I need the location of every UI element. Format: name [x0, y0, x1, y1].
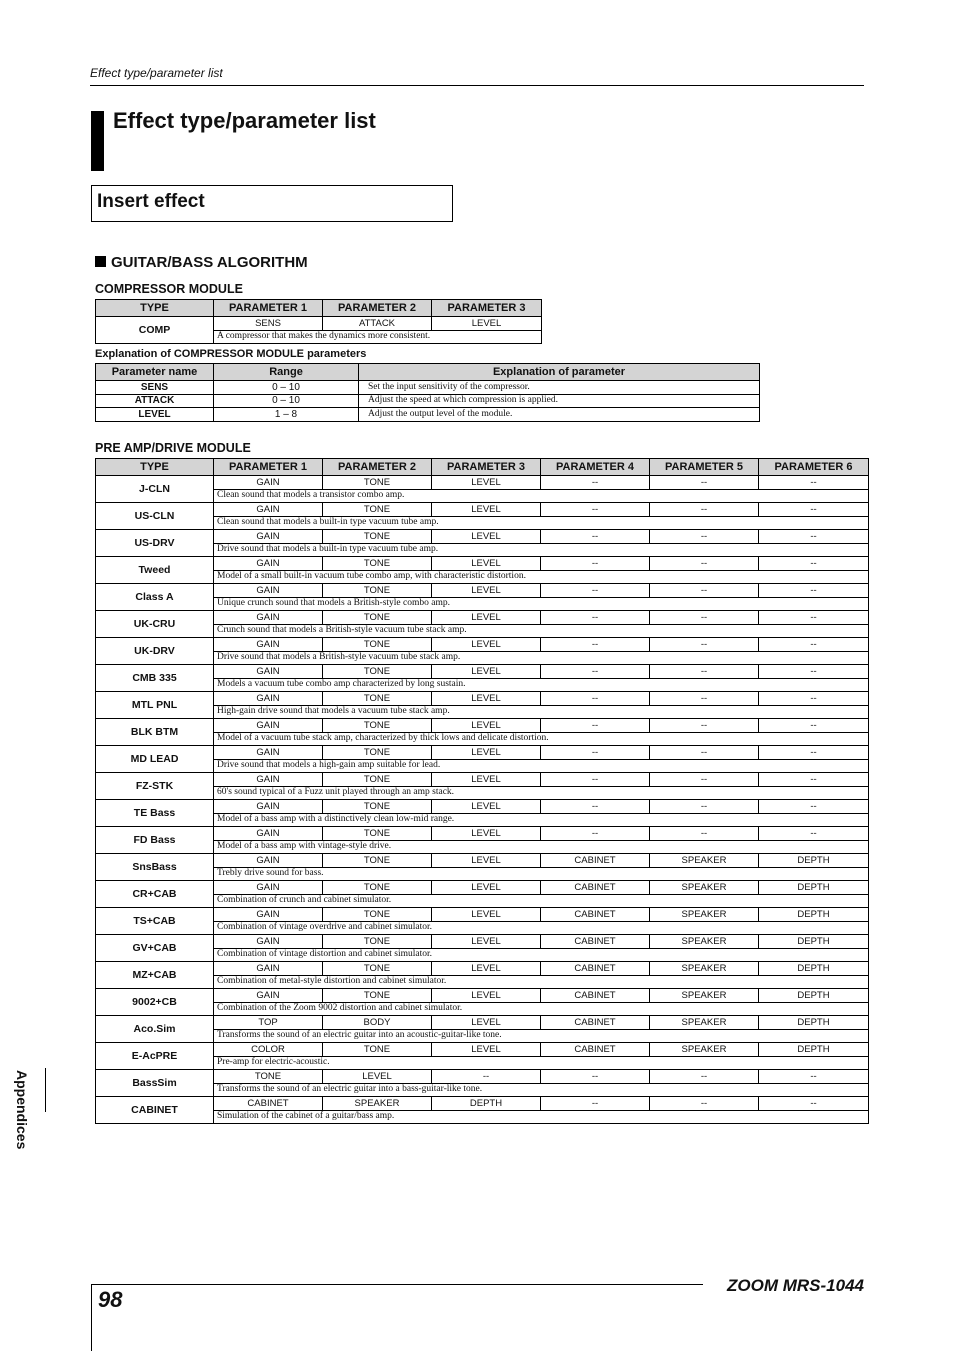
- parameter-explanation: Set the input sensitivity of the compressor.: [359, 381, 760, 395]
- parameter-cell: --: [759, 800, 869, 814]
- parameter-cell: --: [541, 719, 650, 733]
- parameter-cell: TONE: [323, 1043, 432, 1057]
- column-header: PARAMETER 3: [432, 459, 541, 476]
- effect-param-row: [96, 692, 869, 706]
- parameter-cell: --: [541, 557, 650, 571]
- product-name: ZOOM MRS-1044: [727, 1276, 864, 1295]
- preamp-table: [95, 458, 869, 1124]
- effect-param-row: [96, 1016, 869, 1030]
- parameter-cell: TONE: [323, 881, 432, 895]
- effect-description: Transforms the sound of an electric guitar into an acoustic-guitar-like tone.: [214, 1029, 869, 1043]
- effect-type: CMB 335: [96, 665, 214, 692]
- parameter-cell: GAIN: [214, 638, 323, 652]
- parameter-cell: GAIN: [214, 503, 323, 517]
- parameter-cell: LEVEL: [432, 827, 541, 841]
- effect-type: TE Bass: [96, 800, 214, 827]
- effect-param-row: [96, 800, 869, 814]
- parameter-cell: --: [759, 476, 869, 490]
- parameter-cell: TONE: [323, 908, 432, 922]
- parameter-cell: SPEAKER: [650, 1016, 759, 1030]
- parameter-cell: TONE: [323, 503, 432, 517]
- effect-description: Clean sound that models a built-in type vacuum tube amp.: [214, 516, 869, 530]
- effect-type: Tweed: [96, 557, 214, 584]
- sidebar-label: Appendices: [14, 1070, 30, 1150]
- effect-description: Combination of metal-style distortion and cabinet simulator.: [214, 975, 869, 989]
- effect-description: Model of a bass amp with a distinctively clean low-mid range.: [214, 813, 869, 827]
- column-header: Parameter name: [96, 364, 214, 381]
- parameter-cell: GAIN: [214, 746, 323, 760]
- parameter-cell: DEPTH: [432, 1097, 541, 1111]
- parameter-cell: CABINET: [541, 881, 650, 895]
- parameter-range: 0 – 10: [214, 381, 359, 395]
- effect-param-row: [96, 1043, 869, 1057]
- column-header: PARAMETER 5: [650, 459, 759, 476]
- parameter-name: LEVEL: [96, 408, 214, 422]
- explanation-title: Explanation of COMPRESSOR MODULE parameters: [95, 348, 367, 360]
- parameter-cell: --: [650, 827, 759, 841]
- parameter-cell: SPEAKER: [650, 989, 759, 1003]
- column-header: PARAMETER 6: [759, 459, 869, 476]
- parameter-range: 0 – 10: [214, 394, 359, 408]
- parameter-cell: DEPTH: [759, 908, 869, 922]
- parameter-cell: --: [650, 1070, 759, 1084]
- parameter-cell: GAIN: [214, 800, 323, 814]
- parameter-cell: LEVEL: [432, 317, 542, 331]
- parameter-cell: LEVEL: [432, 962, 541, 976]
- effect-param-row: [96, 584, 869, 598]
- effect-param-row: [96, 881, 869, 895]
- parameter-name: ATTACK: [96, 394, 214, 408]
- parameter-cell: CABINET: [541, 935, 650, 949]
- effect-type: CR+CAB: [96, 881, 214, 908]
- effect-description: Crunch sound that models a British-style vacuum tube stack amp.: [214, 624, 869, 638]
- parameter-cell: --: [541, 800, 650, 814]
- column-header: PARAMETER 4: [541, 459, 650, 476]
- effect-type: US-CLN: [96, 503, 214, 530]
- parameter-cell: DEPTH: [759, 1016, 869, 1030]
- effect-param-row: [96, 530, 869, 544]
- parameter-cell: SPEAKER: [650, 881, 759, 895]
- parameter-cell: LEVEL: [432, 719, 541, 733]
- parameter-cell: --: [759, 611, 869, 625]
- parameter-cell: SPEAKER: [323, 1097, 432, 1111]
- footer-rule: [91, 1284, 703, 1285]
- parameter-cell: LEVEL: [432, 476, 541, 490]
- parameter-cell: GAIN: [214, 557, 323, 571]
- parameter-cell: TONE: [323, 638, 432, 652]
- parameter-cell: --: [650, 692, 759, 706]
- parameter-cell: --: [759, 530, 869, 544]
- column-header: PARAMETER 2: [323, 459, 432, 476]
- parameter-cell: --: [541, 1070, 650, 1084]
- parameter-cell: DEPTH: [759, 881, 869, 895]
- parameter-cell: GAIN: [214, 854, 323, 868]
- effect-type: FZ-STK: [96, 773, 214, 800]
- parameter-cell: LEVEL: [432, 557, 541, 571]
- parameter-cell: LEVEL: [323, 1070, 432, 1084]
- parameter-cell: TONE: [323, 800, 432, 814]
- effect-description: Model of a small built-in vacuum tube combo amp, with characteristic distortion.: [214, 570, 869, 584]
- parameter-cell: --: [759, 584, 869, 598]
- effect-param-row: [96, 1070, 869, 1084]
- algorithm-title: [95, 254, 308, 271]
- effect-param-row: [96, 773, 869, 787]
- preamp-table-body: [96, 476, 869, 1124]
- parameter-cell: --: [650, 773, 759, 787]
- parameter-cell: SPEAKER: [650, 935, 759, 949]
- effect-param-row: [96, 611, 869, 625]
- effect-param-row: [96, 557, 869, 571]
- parameter-cell: LEVEL: [432, 1016, 541, 1030]
- effect-description: Combination of vintage overdrive and cabinet simulator.: [214, 921, 869, 935]
- header-rule: [90, 85, 864, 86]
- effect-type: Class A: [96, 584, 214, 611]
- parameter-cell: --: [650, 476, 759, 490]
- parameter-cell: LEVEL: [432, 908, 541, 922]
- parameter-cell: --: [650, 638, 759, 652]
- parameter-cell: --: [650, 557, 759, 571]
- parameter-cell: --: [650, 800, 759, 814]
- title-bar: [91, 111, 104, 171]
- effect-param-row: [96, 719, 869, 733]
- column-header: PARAMETER 2: [323, 300, 432, 317]
- effect-description: Transforms the sound of an electric guitar into a bass-guitar-like tone.: [214, 1083, 869, 1097]
- parameter-cell: GAIN: [214, 827, 323, 841]
- effect-type: GV+CAB: [96, 935, 214, 962]
- parameter-cell: TONE: [323, 719, 432, 733]
- parameter-cell: DEPTH: [759, 854, 869, 868]
- parameter-cell: --: [650, 1097, 759, 1111]
- parameter-cell: TONE: [323, 530, 432, 544]
- effect-type: E-AcPRE: [96, 1043, 214, 1070]
- parameter-cell: GAIN: [214, 989, 323, 1003]
- parameter-cell: LEVEL: [432, 692, 541, 706]
- effect-param-row: [96, 935, 869, 949]
- effect-param-row: [96, 1097, 869, 1111]
- parameter-cell: CABINET: [541, 989, 650, 1003]
- parameter-cell: --: [759, 1097, 869, 1111]
- parameter-cell: --: [759, 827, 869, 841]
- square-bullet-icon: [95, 256, 106, 267]
- parameter-cell: CABINET: [541, 1016, 650, 1030]
- parameter-cell: --: [650, 665, 759, 679]
- parameter-cell: TONE: [323, 854, 432, 868]
- effect-type: COMP: [96, 317, 214, 344]
- effect-type: MTL PNL: [96, 692, 214, 719]
- parameter-cell: TONE: [323, 746, 432, 760]
- effect-description: Drive sound that models a high-gain amp suitable for lead.: [214, 759, 869, 773]
- parameter-cell: --: [650, 746, 759, 760]
- compressor-param-row: [96, 317, 542, 331]
- parameter-cell: --: [650, 719, 759, 733]
- parameter-cell: TONE: [323, 611, 432, 625]
- parameter-cell: DEPTH: [759, 989, 869, 1003]
- column-header: PARAMETER 1: [214, 459, 323, 476]
- parameter-cell: --: [759, 1070, 869, 1084]
- parameter-cell: GAIN: [214, 584, 323, 598]
- effect-type: UK-DRV: [96, 638, 214, 665]
- effect-description: Simulation of the cabinet of a guitar/bass amp.: [214, 1110, 869, 1124]
- effect-type: TS+CAB: [96, 908, 214, 935]
- parameter-cell: --: [541, 503, 650, 517]
- parameter-cell: --: [432, 1070, 541, 1084]
- explanation-table: [95, 363, 760, 422]
- parameter-cell: TONE: [323, 989, 432, 1003]
- parameter-cell: LEVEL: [432, 638, 541, 652]
- effect-description: Pre-amp for electric-acoustic.: [214, 1056, 869, 1070]
- effect-param-row: [96, 638, 869, 652]
- preamp-header-row: [96, 459, 869, 476]
- effect-description: Trebly drive sound for bass.: [214, 867, 869, 881]
- parameter-cell: GAIN: [214, 611, 323, 625]
- effect-description: Unique crunch sound that models a British-style combo amp.: [214, 597, 869, 611]
- parameter-cell: --: [541, 692, 650, 706]
- effect-description: High-gain drive sound that models a vacuum tube stack amp.: [214, 705, 869, 719]
- section-title: Insert effect: [97, 191, 205, 212]
- parameter-cell: --: [541, 773, 650, 787]
- parameter-cell: --: [650, 530, 759, 544]
- parameter-cell: GAIN: [214, 773, 323, 787]
- parameter-cell: LEVEL: [432, 584, 541, 598]
- effect-type: FD Bass: [96, 827, 214, 854]
- parameter-cell: CABINET: [214, 1097, 323, 1111]
- parameter-cell: --: [650, 503, 759, 517]
- parameter-explanation: Adjust the output level of the module.: [359, 408, 760, 422]
- parameter-cell: GAIN: [214, 530, 323, 544]
- parameter-cell: --: [541, 476, 650, 490]
- parameter-cell: --: [759, 773, 869, 787]
- parameter-cell: CABINET: [541, 908, 650, 922]
- parameter-cell: LEVEL: [432, 881, 541, 895]
- page-title: Effect type/parameter list: [113, 108, 376, 133]
- effect-param-row: [96, 908, 869, 922]
- effect-type: UK-CRU: [96, 611, 214, 638]
- parameter-cell: LEVEL: [432, 530, 541, 544]
- parameter-cell: LEVEL: [432, 800, 541, 814]
- column-header: TYPE: [96, 300, 214, 317]
- column-header: Explanation of parameter: [359, 364, 760, 381]
- parameter-cell: CABINET: [541, 962, 650, 976]
- parameter-cell: --: [541, 638, 650, 652]
- effect-description: Drive sound that models a built-in type vacuum tube amp.: [214, 543, 869, 557]
- parameter-cell: GAIN: [214, 719, 323, 733]
- page-number: 98: [98, 1287, 123, 1312]
- preamp-module-title: PRE AMP/DRIVE MODULE: [95, 441, 251, 455]
- parameter-cell: TONE: [323, 773, 432, 787]
- parameter-cell: GAIN: [214, 692, 323, 706]
- parameter-cell: --: [759, 665, 869, 679]
- effect-type: SnsBass: [96, 854, 214, 881]
- parameter-cell: TONE: [323, 476, 432, 490]
- parameter-cell: TONE: [214, 1070, 323, 1084]
- parameter-cell: --: [541, 665, 650, 679]
- effect-param-row: [96, 476, 869, 490]
- effect-type: US-DRV: [96, 530, 214, 557]
- parameter-cell: TONE: [323, 962, 432, 976]
- parameter-cell: GAIN: [214, 881, 323, 895]
- parameter-cell: CABINET: [541, 854, 650, 868]
- parameter-explanation: Adjust the speed at which compression is applied.: [359, 394, 760, 408]
- parameter-cell: LEVEL: [432, 746, 541, 760]
- effect-type: MZ+CAB: [96, 962, 214, 989]
- column-header: PARAMETER 1: [214, 300, 323, 317]
- effect-type: Aco.Sim: [96, 1016, 214, 1043]
- parameter-cell: --: [541, 584, 650, 598]
- parameter-cell: TONE: [323, 692, 432, 706]
- parameter-cell: DEPTH: [759, 935, 869, 949]
- parameter-cell: TONE: [323, 665, 432, 679]
- parameter-cell: --: [541, 827, 650, 841]
- effect-description: 60's sound typical of a Fuzz unit played through an amp stack.: [214, 786, 869, 800]
- effect-description: Model of a vacuum tube stack amp, characterized by thick lows and delicate distortion.: [214, 732, 869, 746]
- parameter-cell: --: [541, 1097, 650, 1111]
- effect-type: BassSim: [96, 1070, 214, 1097]
- parameter-cell: SENS: [214, 317, 323, 331]
- parameter-cell: GAIN: [214, 476, 323, 490]
- parameter-cell: --: [541, 611, 650, 625]
- column-header: Range: [214, 364, 359, 381]
- parameter-cell: TONE: [323, 584, 432, 598]
- parameter-cell: --: [759, 557, 869, 571]
- parameter-cell: LEVEL: [432, 665, 541, 679]
- parameter-range: 1 – 8: [214, 408, 359, 422]
- parameter-cell: SPEAKER: [650, 962, 759, 976]
- parameter-cell: --: [650, 584, 759, 598]
- parameter-cell: LEVEL: [432, 854, 541, 868]
- parameter-cell: --: [759, 719, 869, 733]
- effect-description: Combination of vintage distortion and cabinet simulator.: [214, 948, 869, 962]
- parameter-cell: SPEAKER: [650, 854, 759, 868]
- parameter-cell: LEVEL: [432, 503, 541, 517]
- effect-description: A compressor that makes the dynamics more consistent.: [214, 330, 542, 344]
- algorithm-title-text: GUITAR/BASS ALGORITHM: [111, 254, 308, 271]
- parameter-cell: --: [541, 530, 650, 544]
- parameter-cell: LEVEL: [432, 989, 541, 1003]
- column-header: TYPE: [96, 459, 214, 476]
- effect-param-row: [96, 746, 869, 760]
- effect-description: Drive sound that models a British-style vacuum tube stack amp.: [214, 651, 869, 665]
- parameter-cell: GAIN: [214, 962, 323, 976]
- effect-description: Combination of crunch and cabinet simulator.: [214, 894, 869, 908]
- effect-param-row: [96, 962, 869, 976]
- compressor-table: [95, 299, 542, 344]
- parameter-cell: LEVEL: [432, 935, 541, 949]
- parameter-cell: LEVEL: [432, 611, 541, 625]
- effect-type: BLK BTM: [96, 719, 214, 746]
- effect-param-row: [96, 854, 869, 868]
- parameter-cell: DEPTH: [759, 1043, 869, 1057]
- compressor-module-title: COMPRESSOR MODULE: [95, 282, 243, 296]
- effect-description: Model of a bass amp with vintage-style drive.: [214, 840, 869, 854]
- parameter-cell: --: [759, 638, 869, 652]
- parameter-cell: GAIN: [214, 908, 323, 922]
- parameter-cell: TOP: [214, 1016, 323, 1030]
- explanation-row: [96, 408, 760, 422]
- parameter-cell: --: [759, 692, 869, 706]
- explanation-row: [96, 394, 760, 408]
- effect-param-row: [96, 503, 869, 517]
- effect-type: CABINET: [96, 1097, 214, 1124]
- parameter-cell: TONE: [323, 557, 432, 571]
- column-header: PARAMETER 3: [432, 300, 542, 317]
- parameter-cell: BODY: [323, 1016, 432, 1030]
- effect-param-row: [96, 827, 869, 841]
- effect-description: Clean sound that models a transistor combo amp.: [214, 489, 869, 503]
- running-head: Effect type/parameter list: [90, 66, 223, 80]
- compressor-header-row: [96, 300, 542, 317]
- parameter-cell: --: [759, 746, 869, 760]
- parameter-cell: TONE: [323, 935, 432, 949]
- parameter-cell: CABINET: [541, 1043, 650, 1057]
- parameter-cell: ATTACK: [323, 317, 432, 331]
- parameter-cell: --: [759, 503, 869, 517]
- effect-param-row: [96, 665, 869, 679]
- effect-param-row: [96, 989, 869, 1003]
- effect-description: Combination of the Zoom 9002 distortion and cabinet simulator.: [214, 1002, 869, 1016]
- parameter-name: SENS: [96, 381, 214, 395]
- effect-type: J-CLN: [96, 476, 214, 503]
- effect-description: Models a vacuum tube combo amp characterized by long sustain.: [214, 678, 869, 692]
- effect-type: 9002+CB: [96, 989, 214, 1016]
- effect-type: MD LEAD: [96, 746, 214, 773]
- parameter-cell: TONE: [323, 827, 432, 841]
- parameter-cell: SPEAKER: [650, 908, 759, 922]
- sidebar-rule: [45, 1068, 46, 1112]
- parameter-cell: --: [650, 611, 759, 625]
- parameter-cell: DEPTH: [759, 962, 869, 976]
- parameter-cell: COLOR: [214, 1043, 323, 1057]
- parameter-cell: --: [541, 746, 650, 760]
- parameter-cell: LEVEL: [432, 773, 541, 787]
- footer-vertical-rule: [91, 1284, 92, 1351]
- parameter-cell: GAIN: [214, 665, 323, 679]
- explanation-header-row: [96, 364, 760, 381]
- explanation-row: [96, 381, 760, 395]
- parameter-cell: SPEAKER: [650, 1043, 759, 1057]
- parameter-cell: GAIN: [214, 935, 323, 949]
- parameter-cell: LEVEL: [432, 1043, 541, 1057]
